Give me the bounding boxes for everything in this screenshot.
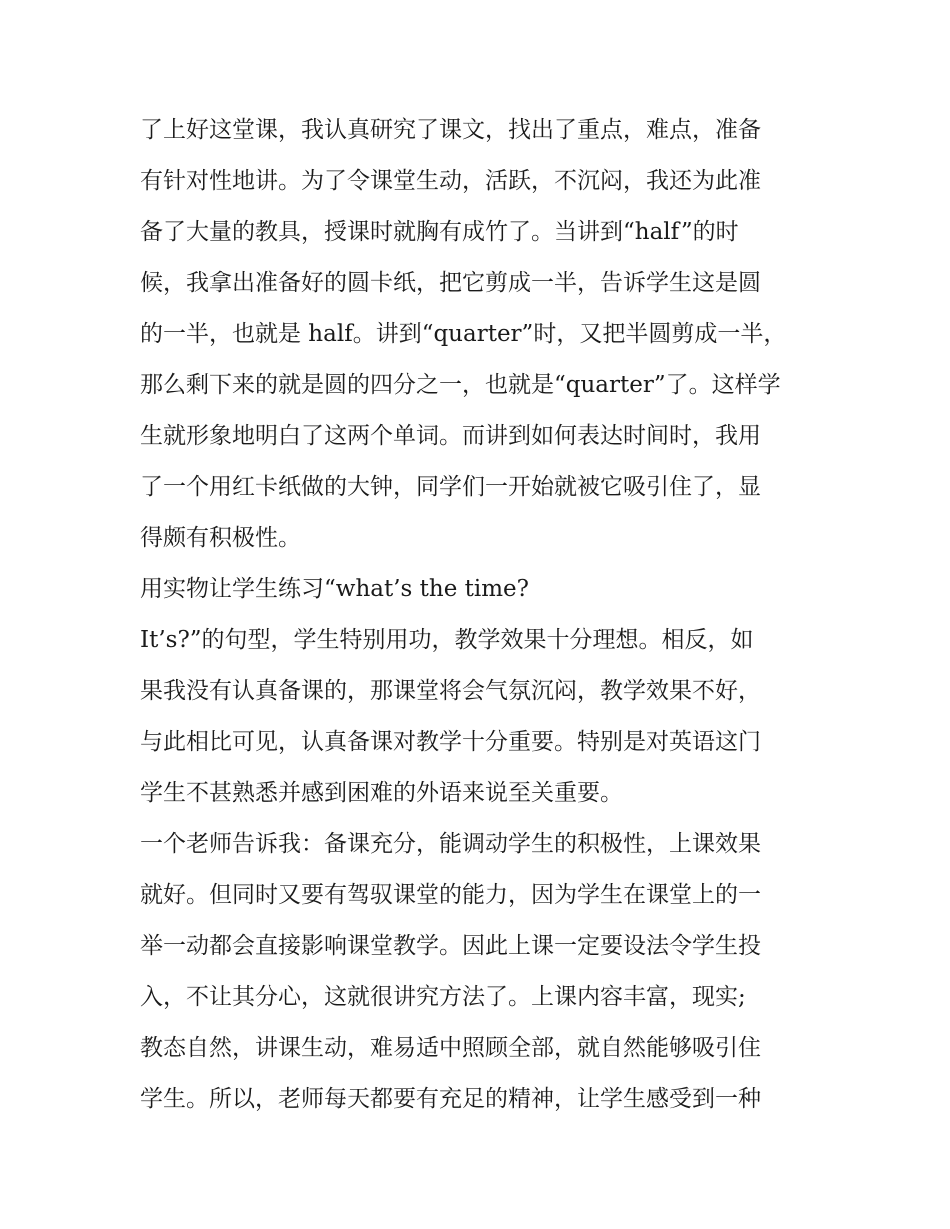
- text-line-10: 用实物让学生练习“what’s the time?: [140, 576, 529, 602]
- text-line-5: 的一半，也就是 half。讲到“quarter”时，又把半圆剪成一半，: [140, 321, 787, 347]
- text-line-4: 候，我拿出准备好的圆卡纸，把它剪成一半，告诉学生这是圆: [140, 270, 761, 296]
- text-line-6: 那么剩下来的就是圆的四分之一，也就是“quarter”了。这样学: [140, 372, 781, 398]
- text-line-13: 与此相比可见，认真备课对教学十分重要。特别是对英语这门: [140, 729, 761, 755]
- text-line-14: 学生不甚熟悉并感到困难的外语来说至关重要。: [140, 780, 623, 806]
- text-line-3: 备了大量的教具，授课时就胸有成竹了。当讲到“half”的时: [140, 219, 739, 245]
- text-line-2: 有针对性地讲。为了令课堂生动，活跃，不沉闷，我还为此准: [140, 168, 761, 194]
- text-line-11: It’s?”的句型，学生特别用功，教学效果十分理想。相反，如: [140, 627, 754, 653]
- text-line-1: 了上好这堂课，我认真研究了课文，找出了重点，难点，准备: [140, 117, 761, 143]
- text-line-7: 生就形象地明白了这两个单词。而讲到如何表达时间时，我用: [140, 423, 761, 449]
- text-line-18: 入，不让其分心，这就很讲究方法了。上课内容丰富，现实;: [140, 984, 746, 1010]
- body-text: [140, 105, 820, 1125]
- text-line-8: 了一个用红卡纸做的大钟，同学们一开始就被它吸引住了，显: [140, 474, 761, 500]
- text-line-15: 一个老师告诉我：备课充分，能调动学生的积极性，上课效果: [140, 831, 761, 857]
- text-line-12: 果我没有认真备课的，那课堂将会气氛沉闷，教学效果不好，: [140, 678, 761, 704]
- text-line-19: 教态自然，讲课生动，难易适中照顾全部，就自然能够吸引住: [140, 1035, 761, 1061]
- text-line-9: 得颇有积极性。: [140, 525, 301, 551]
- text-line-17: 举一动都会直接影响课堂教学。因此上课一定要设法令学生投: [140, 933, 761, 959]
- text-line-16: 就好。但同时又要有驾驭课堂的能力，因为学生在课堂上的一: [140, 882, 761, 908]
- text-line-20: 学生。所以，老师每天都要有充足的精神，让学生感受到一种: [140, 1086, 761, 1112]
